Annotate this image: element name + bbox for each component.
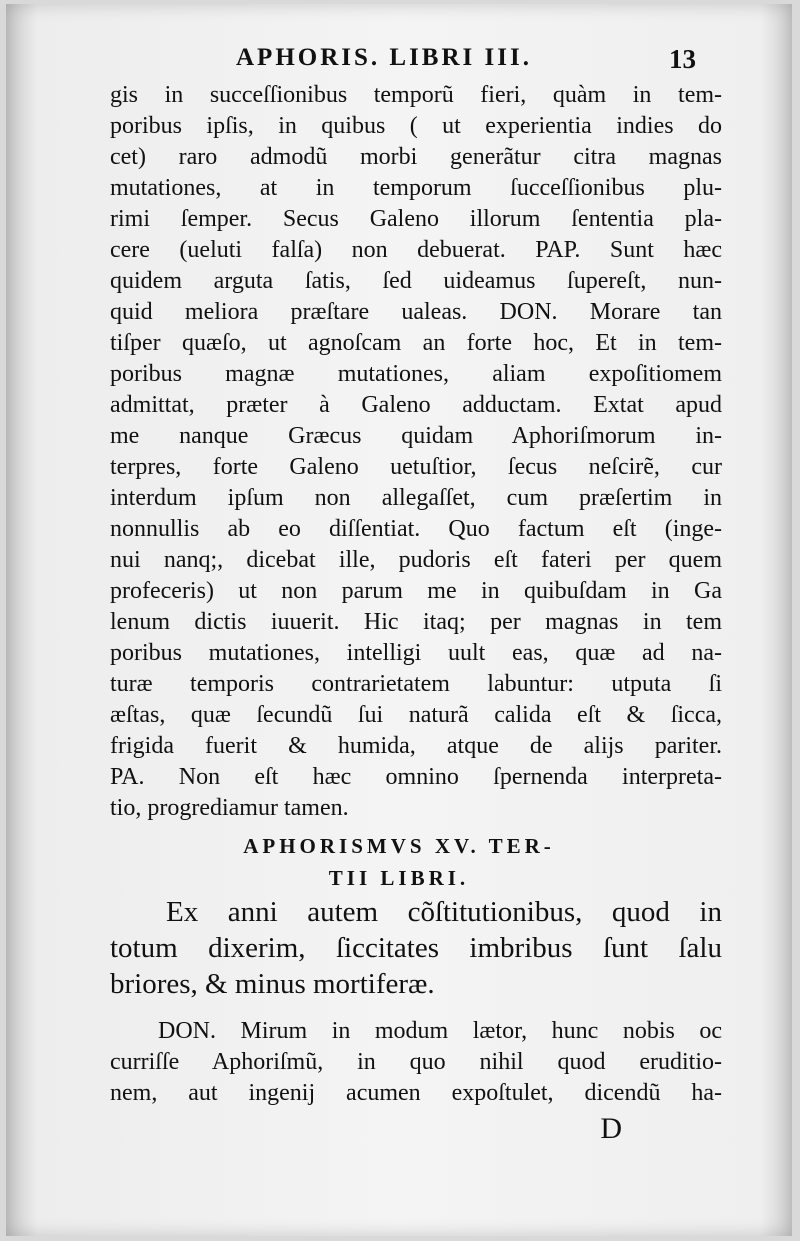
text-line: rimi ſemper. Secus Galeno illorum ſententia pla-	[110, 206, 722, 232]
aphorism-line: totum dixerim, ſiccitates imbribus ſunt ſalu	[110, 932, 722, 964]
text-line: frigida fuerit & humida, atque de alijs pariter.	[110, 733, 722, 759]
book-page	[6, 4, 792, 1236]
aphorism-heading-line2: TII LIBRI.	[328, 866, 470, 890]
text-line: lenum dictis iuuerit. Hic itaq; per magnas in tem	[110, 609, 722, 635]
aphorism-line: Ex anni autem cõſtitutionibus, quod in	[166, 896, 722, 928]
aphorism-text	[110, 894, 722, 1002]
text-line: interdum ipſum non allegaſſet, cum præſertim in	[110, 485, 722, 511]
text-line: mutationes, at in temporum ſucceſſionibus plu-	[110, 175, 722, 201]
text-line: DON. Mirum in modum lætor, hunc nobis oc	[158, 1018, 722, 1044]
text-line: nui nanq;, dicebat ille, pudoris eſt fateri per quem	[110, 547, 722, 573]
text-line: nem, aut ingenij acumen expoſtulet, dicendũ ha-	[110, 1080, 722, 1106]
text-line: æſtas, quæ ſecundũ ſui naturã calida eſt & ſicca,	[110, 702, 722, 728]
text-line: me nanque Græcus quidam Aphoriſmorum in-	[110, 423, 722, 449]
text-line: poribus magnæ mutationes, aliam expoſitiomem	[110, 361, 722, 387]
text-line: tiſper quæſo, ut agnoſcam an forte hoc, Et in tem-	[110, 330, 722, 356]
aphorism-heading-line1: APHORISMVS XV. TER-	[243, 834, 555, 858]
text-line: gis in succeſſionibus temporũ fieri, quàm in tem-	[110, 82, 722, 108]
text-line: cet) raro admodũ morbi generãtur citra magnas	[110, 144, 722, 170]
running-title: APHORIS. LIBRI III.	[236, 44, 532, 71]
text-line: tio, progrediamur tamen.	[110, 795, 349, 821]
text-line: nonnullis ab eo diſſentiat. Quo factum eſt (inge-	[110, 516, 722, 542]
text-line: terpres, forte Galeno uetuſtior, ſecus neſcirẽ, cur	[110, 454, 722, 480]
signature-mark: D	[600, 1112, 622, 1145]
page-number: 13	[669, 44, 696, 74]
text-line: admittat, præter à Galeno adductam. Extat apud	[110, 392, 722, 418]
aphorism-line: briores, & minus mortiferæ.	[110, 968, 435, 1000]
text-line: cere (ueluti falſa) non debuerat. PAP. Sunt hæc	[110, 237, 722, 263]
text-line: poribus mutationes, intelligi uult eas, quæ ad na-	[110, 640, 722, 666]
text-line: quidem arguta ſatis, ſed uideamus ſupereſt, nun-	[110, 268, 722, 294]
text-line: poribus ipſis, in quibus ( ut experientia indies do	[110, 113, 722, 139]
page-header	[6, 44, 792, 80]
body-text	[110, 80, 722, 824]
text-line: turæ temporis contrarietatem labuntur: utputa ſi	[110, 671, 722, 697]
text-line: quid meliora præſtare ualeas. DON. Morare tan	[110, 299, 722, 325]
text-line: PA. Non eſt hæc omnino ſpernenda interpreta-	[110, 764, 722, 790]
commentary-text	[110, 1016, 722, 1109]
text-line: curriſſe Aphoriſmũ, in quo nihil quod eruditio-	[110, 1049, 722, 1075]
text-line: profeceris) ut non parum me in quibuſdam in Ga	[110, 578, 722, 604]
